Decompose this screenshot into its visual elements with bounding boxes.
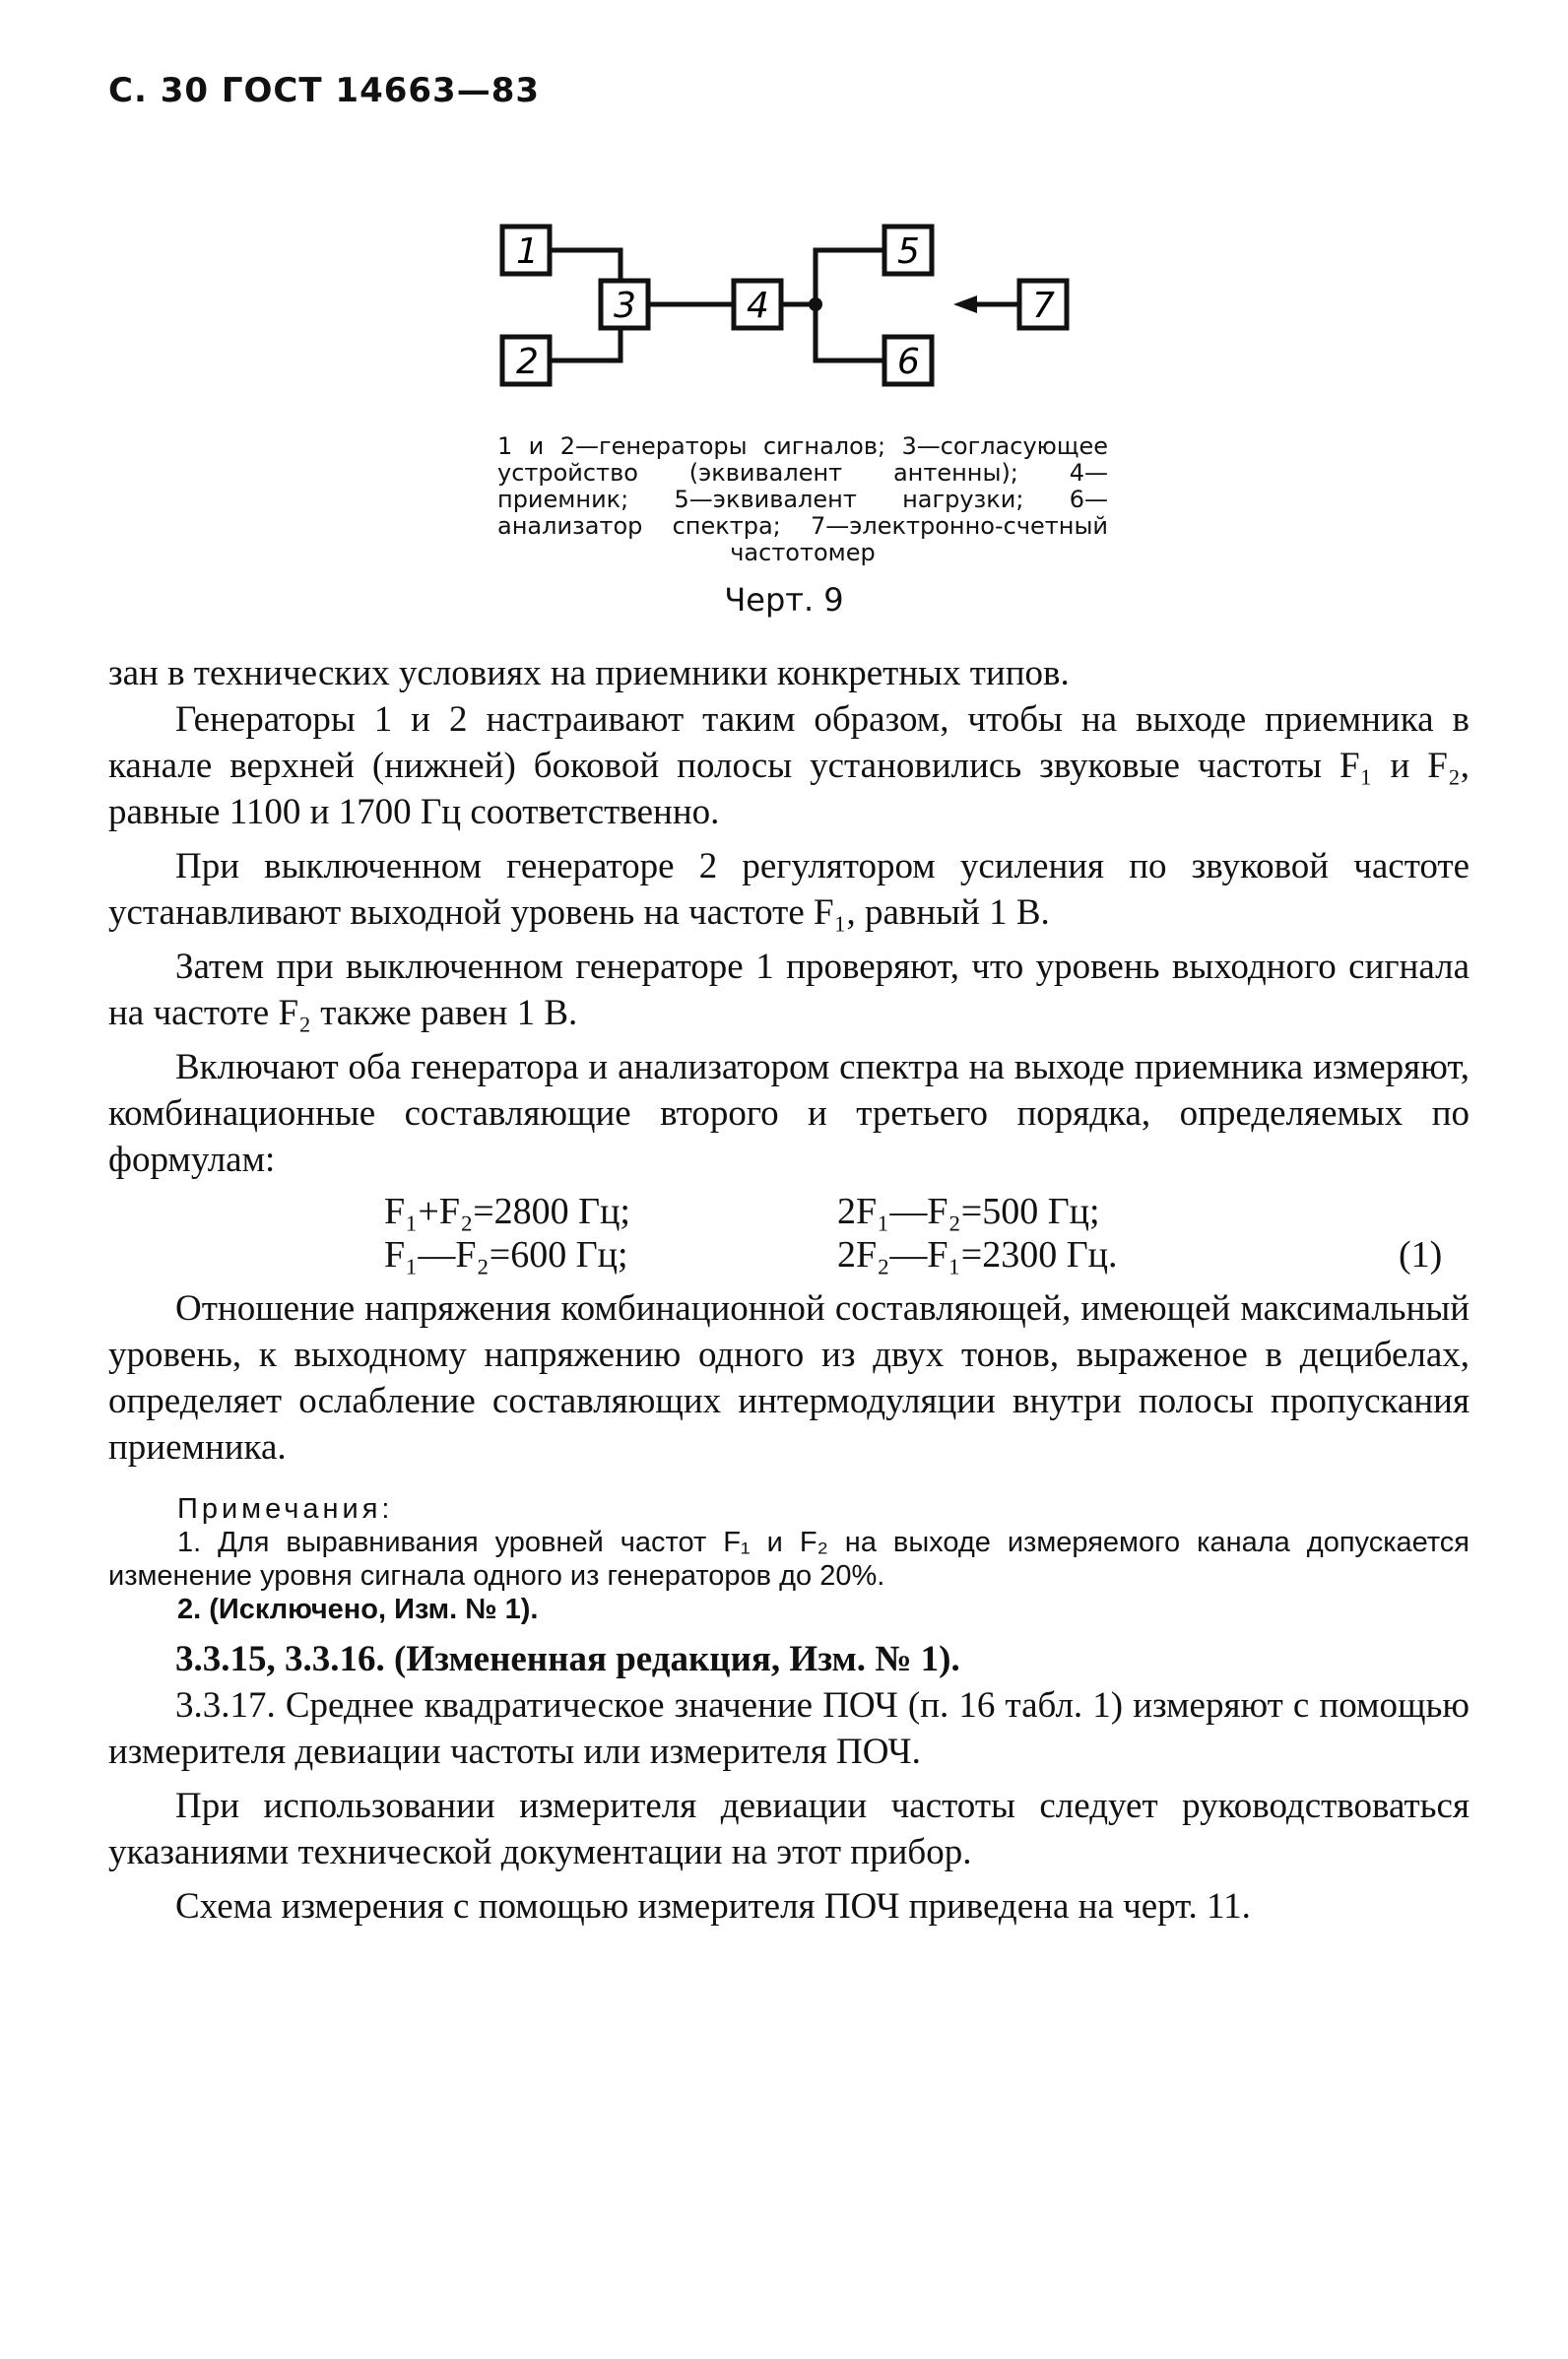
paragraph-4: Затем при выключенном генераторе 1 проверяют, что уровень выходного сигнала на частоте F₂ также равен 1 В.	[108, 947, 1470, 1033]
box-6-label: 6	[897, 342, 920, 382]
arrow-head	[953, 295, 977, 313]
wire-node-5-6	[816, 250, 884, 360]
paragraph-deviation-meter: При использовании измерителя девиации частоты следует руководствоваться указаниями технической документации на этот прибор.	[108, 1786, 1470, 1872]
figure-caption: Черт. 9	[724, 581, 844, 619]
page-header: С. 30 ГОСТ 14663—83	[108, 71, 541, 110]
box-2-label: 2	[516, 342, 539, 382]
block-diagram-svg	[483, 217, 1113, 394]
formula-block	[108, 1185, 1470, 1278]
paragraph-2: Генераторы 1 и 2 настраивают таким образом, чтобы на выходе приемника в канале верхней (нижней) боковой полосы установились звуковые частоты F₁ и F₂, равные 1100 и 1700 Гц соответственно.	[108, 699, 1470, 832]
box-5-label: 5	[897, 231, 920, 272]
paragraph-1: зан в технических условиях на приемники конкретных типов.	[108, 653, 1070, 693]
figure-legend: 1 и 2—генераторы сигналов; 3—согласующее устройство (эквивалент антенны); 4—приемник; 5—эквивалент нагрузки; 6—анализатор спектра; 7—электронно-счетный частотомер	[497, 432, 1108, 566]
amendment-ref: 3.3.15, 3.3.16. (Измененная редакция, Изм. № 1).	[175, 1639, 960, 1679]
formula-sum: F₁+F₂=2800 Гц;	[384, 1191, 630, 1232]
paragraph-scheme-ref: Схема измерения с помощью измерителя ПОЧ приведена на черт. 11.	[175, 1886, 1251, 1927]
notes-section	[108, 1492, 1470, 1626]
paragraph-6: Отношение напряжения комбинационной составляющей, имеющей максимальный уровень, к выходному напряжению одного из двух тонов, выраженое в децибелах, определяет ослабление составляющих интермодуляции внутри полосы пропускания приемника.	[108, 1288, 1470, 1468]
box-3-label: 3	[614, 286, 636, 326]
block-diagram	[483, 217, 1113, 394]
note-1: 1. Для выравнивания уровней частот F₁ и F₂ на выходе измеряемого канала допускается изменение уровня сигнала одного из генераторов до 20%.	[108, 1527, 1470, 1592]
wire-1-3	[550, 250, 621, 281]
box-1-label: 1	[516, 231, 539, 272]
paragraph-3: При выключенном генераторе 2 регулятором усиления по звуковой частоте устанавливают выходной уровень на частоте F₁, равный 1 В.	[108, 846, 1470, 933]
formula-2f1-minus-f2: 2F₁—F₂=500 Гц;	[837, 1191, 1100, 1232]
paragraph-3-3-17: 3.3.17. Среднее квадратическое значение ПОЧ (п. 16 табл. 1) измеряют с помощью измерителя девиации частоты или измерителя ПОЧ.	[108, 1685, 1470, 1772]
box-4-label: 4	[747, 286, 769, 326]
formula-difference: F₁—F₂=600 Гц;	[384, 1234, 628, 1276]
notes-title: Примечания:	[177, 1493, 394, 1525]
paragraph-5: Включают оба генератора и анализатором спектра на выходе приемника измеряют, комбинационные составляющие второго и третьего порядка, определяемых по формулам:	[108, 1047, 1470, 1180]
formula-number: (1)	[1399, 1234, 1443, 1276]
note-2: 2. (Исключено, Изм. № 1).	[177, 1594, 539, 1625]
wire-2-3	[550, 328, 621, 360]
box-7-label: 7	[1032, 286, 1055, 326]
formula-2f2-minus-f1: 2F₂—F₁=2300 Гц.	[837, 1234, 1118, 1276]
main-text	[108, 650, 1470, 1930]
junction-dot	[809, 297, 822, 311]
